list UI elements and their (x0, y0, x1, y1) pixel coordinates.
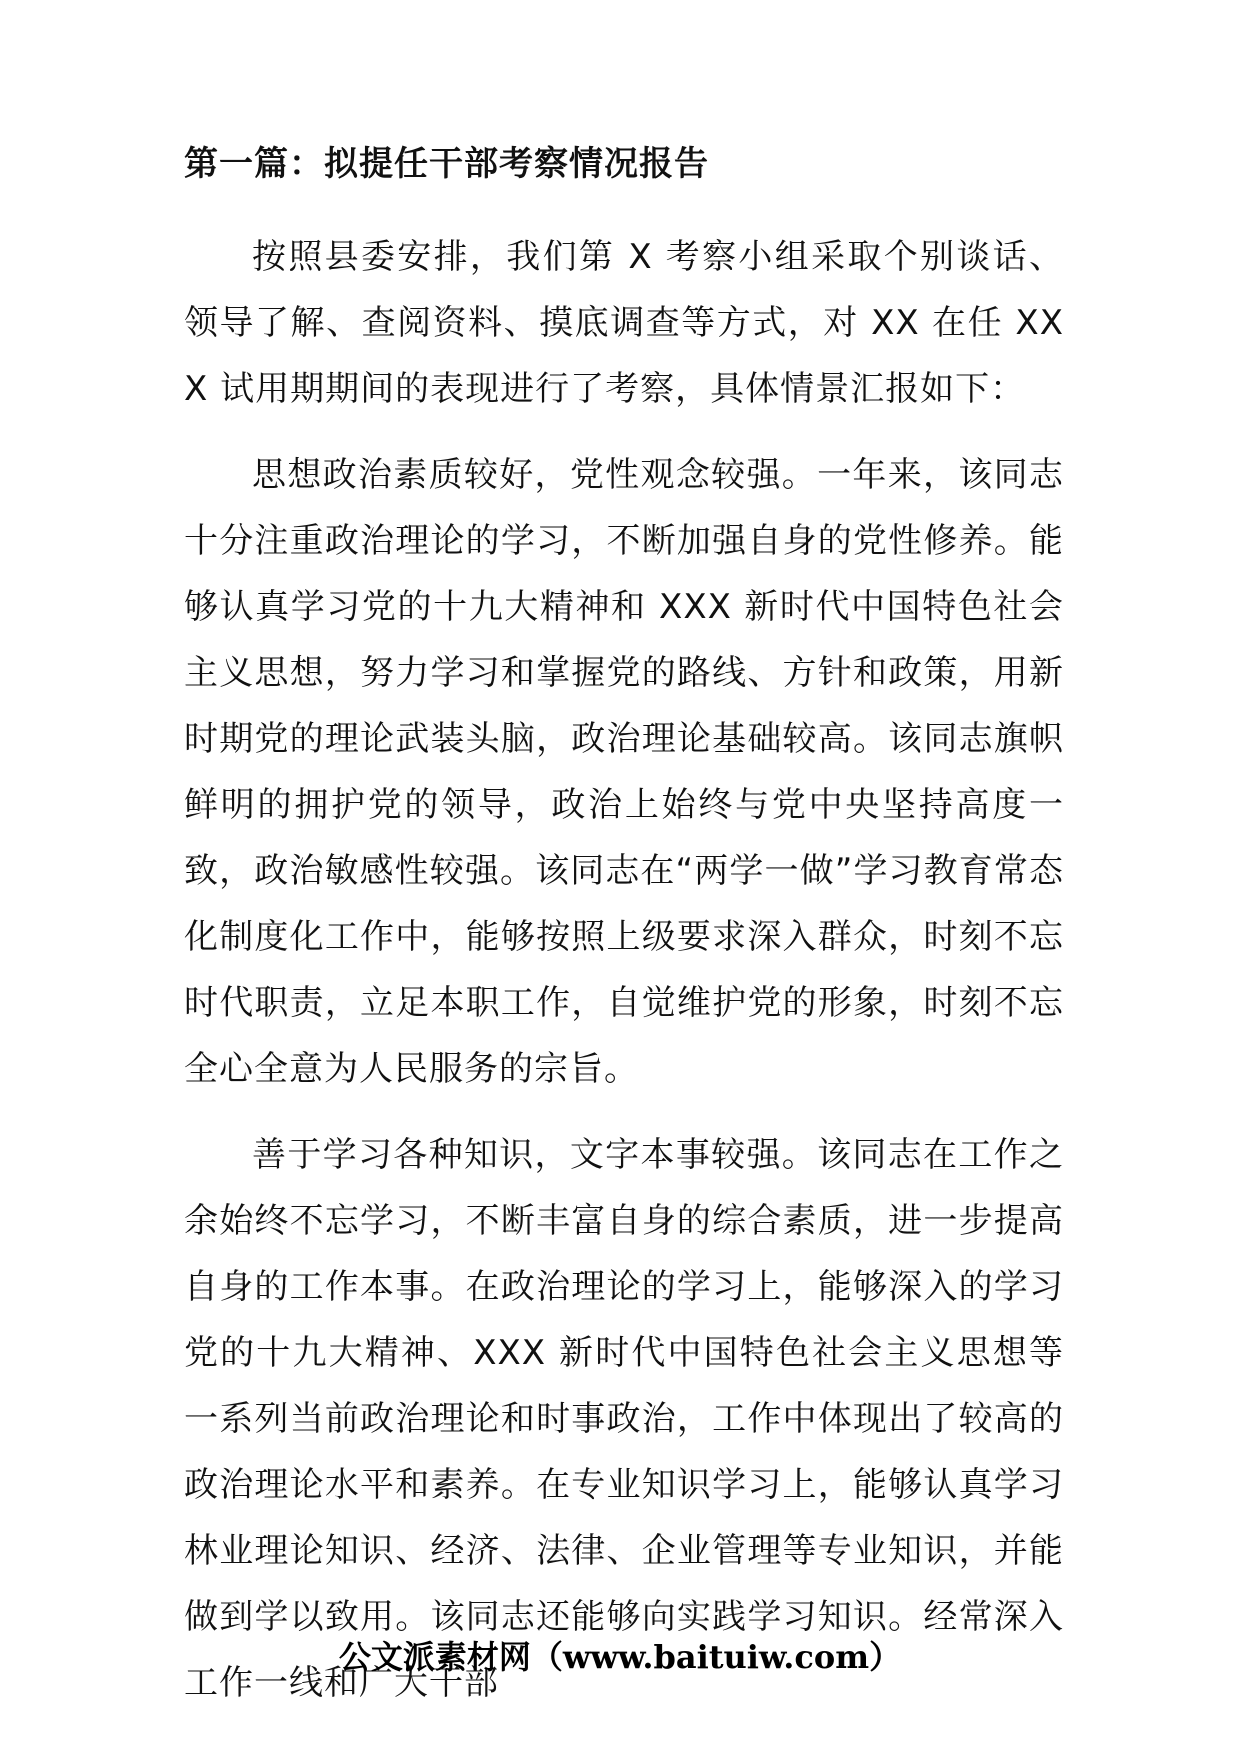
document-title: 第一篇：拟提任干部考察情况报告 (184, 144, 709, 184)
footer-watermark: 公文派素材网（www.baituiw.com） (338, 1638, 902, 1676)
document-body (184, 142, 1064, 1736)
paragraph-arrangement: 按照县委安排，我们第 X 考察小组采取个别谈话、领导了解、查阅资料、摸底调查等方式，对 XX 在任 XXX 试用期期间的表现进行了考察，具体情景汇报如下： (184, 237, 1064, 410)
paragraph-learning-ability: 善于学习各种知识，文字本事较强。该同志在工作之余始终不忘学习，不断丰富自身的综合素质，进一步提高自身的工作本事。在政治理论的学习上，能够深入的学习党的十九大精神、XXX 新时代中国特色社会主义思想等一系列当前政治理论和时事政治，工作中体现出了较高的政治理论水平和素养。在专业知识学习上，能够认真学习林业理论知识、经济、法律、企业管理等专业知识，并能做到学以致用。该同志还能够向实践学习知识。经常深入工作一线和广大干部 (184, 1135, 1064, 1704)
paragraph-political-quality: 思想政治素质较好，党性观念较强。一年来，该同志十分注重政治理论的学习，不断加强自身的党性修养。能够认真学习党的十九大精神和 XXX 新时代中国特色社会主义思想，努力学习和掌握党的路线、方针和政策，用新时期党的理论武装头脑，政治理论基础较高。该同志旗帜鲜明的拥护党的领导，政治上始终与党中央坚持高度一致，政治敏感性较强。该同志在“两学一做”学习教育常态化制度化工作中，能够按照上级要求深入群众，时刻不忘时代职责，立足本职工作，自觉维护党的形象，时刻不忘全心全意为人民服务的宗旨。 (184, 455, 1064, 1090)
